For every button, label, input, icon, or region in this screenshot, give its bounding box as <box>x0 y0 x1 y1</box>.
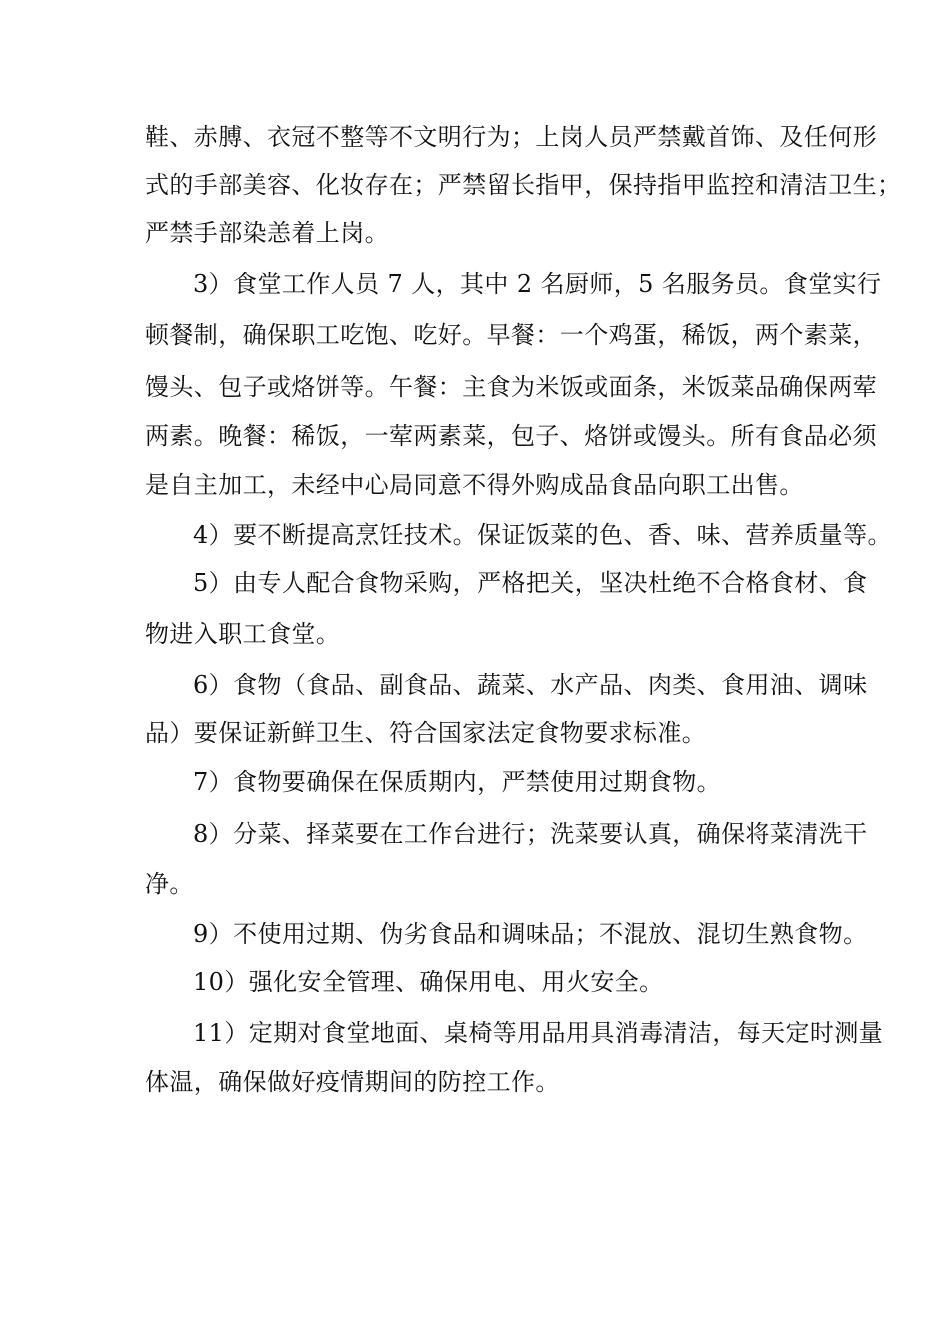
text-line: 馒头、包子或烙饼等。午餐：主食为米饭或面条，米饭菜品确保两荤 <box>145 373 877 401</box>
item-6-line-1: 6）食物（食品、副食品、蔬菜、水产品、肉类、食用油、调味 <box>193 671 868 699</box>
text-line: 品）要保证新鲜卫生、符合国家法定食物要求标准。 <box>145 719 707 747</box>
text-line: 鞋、赤膊、衣冠不整等不文明行为；上岗人员严禁戴首饰、及任何形 <box>145 123 877 151</box>
text-line: 是自主加工，未经中心局同意不得外购成品食品向职工出售。 <box>145 471 804 499</box>
item-11-line-1: 11）定期对食堂地面、桌椅等用品用具消毒清洁，每天定时测量 <box>193 1019 884 1047</box>
item-4-line: 4）要不断提高烹饪技术。保证饭菜的色、香、味、营养质量等。 <box>193 521 892 549</box>
text-line: 严禁手部染恙着上岗。 <box>145 219 389 247</box>
item-8-line-1: 8）分菜、择菜要在工作台进行；洗菜要认真，确保将菜清洗干 <box>193 820 868 848</box>
text-line: 体温，确保做好疫情期间的防控工作。 <box>145 1068 560 1096</box>
text-line: 式的手部美容、化妆存在；严禁留长指甲，保持指甲监控和清洁卫生； <box>145 171 902 199</box>
item-5-line-1: 5）由专人配合食物采购，严格把关，坚决杜绝不合格食材、食 <box>193 569 868 597</box>
item-10-line: 10）强化安全管理、确保用电、用火安全。 <box>193 968 664 996</box>
text-line: 物进入职工食堂。 <box>145 620 341 648</box>
text-line: 两素。晚餐：稀饭，一荤两素菜，包子、烙饼或馒头。所有食品必须 <box>145 422 877 450</box>
text-line: 净。 <box>145 870 194 898</box>
text-line: 顿餐制，确保职工吃饱、吃好。早餐：一个鸡蛋，稀饭，两个素菜， <box>145 321 877 349</box>
item-3-line-1: 3）食堂工作人员 7 人，其中 2 名厨师，5 名服务员。食堂实行 <box>193 270 882 298</box>
item-7-line: 7）食物要确保在保质期内，严禁使用过期食物。 <box>193 768 722 796</box>
item-9-line: 9）不使用过期、伪劣食品和调味品；不混放、混切生熟食物。 <box>193 920 868 948</box>
